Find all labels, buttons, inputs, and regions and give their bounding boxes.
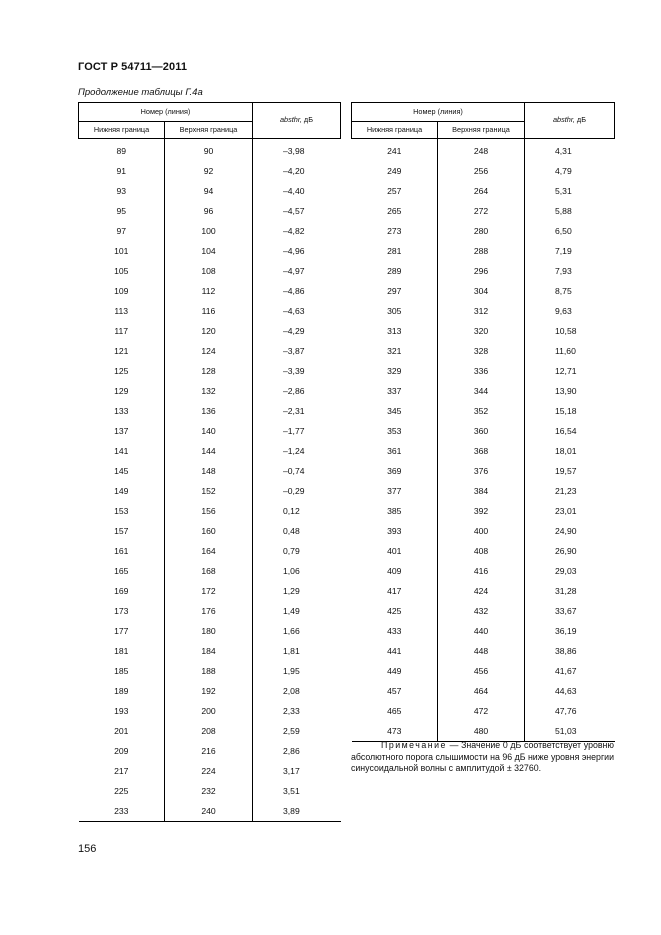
cell-lower-bound: 193 — [114, 706, 129, 716]
cell-lower-bound: 145 — [114, 466, 129, 476]
cell-lower-bound: 273 — [387, 226, 402, 236]
cell-upper-bound: 94 — [165, 181, 253, 201]
cell-upper-bound: 96 — [165, 201, 253, 221]
cell-lower-bound: 321 — [387, 346, 402, 356]
table-row — [352, 281, 615, 301]
cell-lower-bound: 185 — [114, 666, 129, 676]
cell-upper-bound: 108 — [165, 261, 253, 281]
cell-upper-bound: 104 — [165, 241, 253, 261]
cell-upper-bound: 384 — [438, 481, 525, 501]
cell-lower-bound: 369 — [387, 466, 402, 476]
table-row — [79, 781, 341, 801]
table-row — [79, 521, 341, 541]
cell-lower-bound: 125 — [114, 366, 129, 376]
cell-upper-bound: 156 — [165, 501, 253, 521]
page-number: 156 — [78, 843, 97, 855]
header-absthr-unit: дБ — [574, 115, 586, 125]
cell-lower-bound: 113 — [114, 306, 129, 316]
cell-absthr: 33,67 — [525, 601, 615, 621]
table-row — [79, 201, 341, 221]
cell-lower-bound: 449 — [387, 666, 402, 676]
cell-absthr: 7,19 — [525, 241, 615, 261]
cell-absthr: –4,97 — [253, 261, 341, 281]
cell-absthr: 1,95 — [253, 661, 341, 681]
cell-absthr: –4,86 — [253, 281, 341, 301]
cell-lower-bound: 117 — [114, 326, 129, 336]
table-row — [79, 801, 341, 822]
cell-absthr: 11,60 — [525, 341, 615, 361]
cell-absthr: 9,63 — [525, 301, 615, 321]
cell-lower-bound: 157 — [114, 526, 129, 536]
cell-absthr: –1,24 — [253, 441, 341, 461]
cell-upper-bound: 448 — [438, 641, 525, 661]
cell-lower-bound: 257 — [387, 186, 402, 196]
table-row — [352, 541, 615, 561]
cell-absthr: 38,86 — [525, 641, 615, 661]
table-row — [79, 361, 341, 381]
cell-lower-bound: 281 — [387, 246, 402, 256]
cell-upper-bound: 424 — [438, 581, 525, 601]
cell-upper-bound: 288 — [438, 241, 525, 261]
cell-lower-bound: 169 — [114, 586, 129, 596]
table-note — [351, 740, 614, 775]
cell-upper-bound: 160 — [165, 521, 253, 541]
cell-lower-bound: 417 — [387, 586, 402, 596]
cell-lower-bound: 377 — [387, 486, 402, 496]
note-label: Примечание — [381, 740, 447, 750]
cell-absthr: 0,12 — [253, 501, 341, 521]
cell-absthr: 2,59 — [253, 721, 341, 741]
cell-absthr: –2,31 — [253, 401, 341, 421]
cell-absthr: 31,28 — [525, 581, 615, 601]
table-row — [79, 681, 341, 701]
cell-upper-bound: 136 — [165, 401, 253, 421]
cell-upper-bound: 128 — [165, 361, 253, 381]
cell-lower-bound: 457 — [387, 686, 402, 696]
table-row — [352, 341, 615, 361]
table-row — [79, 441, 341, 461]
table-row — [352, 221, 615, 241]
cell-absthr: 7,93 — [525, 261, 615, 281]
table-row — [79, 381, 341, 401]
header-upper-bound: Верхняя граница — [165, 122, 253, 139]
cell-absthr: 16,54 — [525, 421, 615, 441]
cell-upper-bound: 144 — [165, 441, 253, 461]
cell-upper-bound: 232 — [165, 781, 253, 801]
cell-absthr: 6,50 — [525, 221, 615, 241]
table-row — [79, 301, 341, 321]
cell-lower-bound: 189 — [114, 686, 129, 696]
cell-lower-bound: 153 — [114, 506, 129, 516]
cell-lower-bound: 181 — [114, 646, 129, 656]
cell-upper-bound: 392 — [438, 501, 525, 521]
cell-absthr: 0,48 — [253, 521, 341, 541]
table-row — [79, 661, 341, 681]
cell-upper-bound: 184 — [165, 641, 253, 661]
header-lower-bound: Нижняя граница — [352, 122, 438, 139]
cell-absthr: 2,86 — [253, 741, 341, 761]
cell-upper-bound: 256 — [438, 161, 525, 181]
table-row — [352, 621, 615, 641]
cell-upper-bound: 464 — [438, 681, 525, 701]
cell-absthr: –3,98 — [253, 139, 341, 162]
cell-upper-bound: 216 — [165, 741, 253, 761]
cell-lower-bound: 441 — [387, 646, 402, 656]
table-row — [79, 741, 341, 761]
cell-upper-bound: 176 — [165, 601, 253, 621]
cell-upper-bound: 280 — [438, 221, 525, 241]
header-absthr — [525, 103, 615, 139]
table-row — [79, 461, 341, 481]
cell-upper-bound: 480 — [438, 721, 525, 742]
table-row — [79, 501, 341, 521]
cell-lower-bound: 129 — [114, 386, 129, 396]
cell-upper-bound: 200 — [165, 701, 253, 721]
table-row — [79, 401, 341, 421]
cell-absthr: 5,88 — [525, 201, 615, 221]
table-caption: Продолжение таблицы Г.4а — [78, 87, 203, 98]
cell-absthr: 2,08 — [253, 681, 341, 701]
cell-upper-bound: 92 — [165, 161, 253, 181]
table-row — [352, 721, 615, 742]
cell-upper-bound: 304 — [438, 281, 525, 301]
table-row — [79, 281, 341, 301]
cell-lower-bound: 329 — [387, 366, 402, 376]
table-row — [352, 401, 615, 421]
cell-upper-bound: 188 — [165, 661, 253, 681]
cell-absthr: –4,29 — [253, 321, 341, 341]
cell-upper-bound: 296 — [438, 261, 525, 281]
cell-lower-bound: 385 — [387, 506, 402, 516]
cell-upper-bound: 376 — [438, 461, 525, 481]
table-row — [352, 441, 615, 461]
cell-upper-bound: 124 — [165, 341, 253, 361]
cell-upper-bound: 90 — [165, 139, 253, 162]
cell-absthr: –0,74 — [253, 461, 341, 481]
cell-upper-bound: 328 — [438, 341, 525, 361]
cell-lower-bound: 345 — [387, 406, 402, 416]
table-row — [352, 301, 615, 321]
cell-upper-bound: 368 — [438, 441, 525, 461]
cell-upper-bound: 172 — [165, 581, 253, 601]
table-row — [79, 481, 341, 501]
cell-upper-bound: 272 — [438, 201, 525, 221]
cell-lower-bound: 161 — [114, 546, 129, 556]
table-row — [79, 139, 341, 162]
cell-absthr: 3,17 — [253, 761, 341, 781]
cell-lower-bound: 401 — [387, 546, 402, 556]
cell-lower-bound: 409 — [387, 566, 402, 576]
table-row — [79, 321, 341, 341]
cell-absthr: 8,75 — [525, 281, 615, 301]
table-row — [79, 221, 341, 241]
cell-absthr: –4,96 — [253, 241, 341, 261]
table-left — [78, 102, 341, 822]
cell-lower-bound: 425 — [387, 606, 402, 616]
table-row — [352, 321, 615, 341]
cell-upper-bound: 152 — [165, 481, 253, 501]
cell-upper-bound: 180 — [165, 621, 253, 641]
table-row — [352, 381, 615, 401]
cell-absthr: 23,01 — [525, 501, 615, 521]
cell-lower-bound: 173 — [114, 606, 129, 616]
table-row — [352, 701, 615, 721]
table-row — [79, 641, 341, 661]
cell-absthr: 47,76 — [525, 701, 615, 721]
table-row — [352, 681, 615, 701]
cell-upper-bound: 112 — [165, 281, 253, 301]
table-row — [352, 561, 615, 581]
table-row — [352, 601, 615, 621]
cell-lower-bound: 241 — [387, 146, 402, 156]
cell-lower-bound: 297 — [387, 286, 402, 296]
table-row — [352, 241, 615, 261]
cell-absthr: –4,20 — [253, 161, 341, 181]
cell-upper-bound: 100 — [165, 221, 253, 241]
header-absthr-unit: дБ — [301, 115, 313, 125]
cell-upper-bound: 344 — [438, 381, 525, 401]
table-row — [79, 601, 341, 621]
cell-upper-bound: 456 — [438, 661, 525, 681]
cell-lower-bound: 393 — [387, 526, 402, 536]
cell-upper-bound: 360 — [438, 421, 525, 441]
cell-upper-bound: 168 — [165, 561, 253, 581]
table-row — [79, 181, 341, 201]
table-row — [352, 139, 615, 162]
cell-lower-bound: 89 — [116, 146, 127, 156]
cell-absthr: 0,79 — [253, 541, 341, 561]
cell-upper-bound: 224 — [165, 761, 253, 781]
table-row — [352, 201, 615, 221]
cell-upper-bound: 148 — [165, 461, 253, 481]
cell-absthr: 41,67 — [525, 661, 615, 681]
table-row — [79, 161, 341, 181]
table-row — [79, 241, 341, 261]
cell-lower-bound: 249 — [387, 166, 402, 176]
cell-upper-bound: 472 — [438, 701, 525, 721]
cell-absthr: 4,79 — [525, 161, 615, 181]
cell-lower-bound: 97 — [116, 226, 127, 236]
cell-absthr: 5,31 — [525, 181, 615, 201]
cell-absthr: 1,49 — [253, 601, 341, 621]
cell-absthr: –0,29 — [253, 481, 341, 501]
cell-absthr: 3,89 — [253, 801, 341, 822]
cell-lower-bound: 233 — [79, 801, 165, 822]
cell-absthr: 10,58 — [525, 321, 615, 341]
cell-absthr: –4,57 — [253, 201, 341, 221]
cell-upper-bound: 312 — [438, 301, 525, 321]
table-right — [351, 102, 615, 742]
cell-absthr: –4,63 — [253, 301, 341, 321]
cell-lower-bound: 105 — [114, 266, 129, 276]
cell-absthr: –1,77 — [253, 421, 341, 441]
cell-absthr: 12,71 — [525, 361, 615, 381]
cell-lower-bound: 133 — [114, 406, 129, 416]
document-header: ГОСТ Р 54711—2011 — [78, 61, 188, 73]
header-absthr — [253, 103, 341, 139]
cell-absthr: –4,40 — [253, 181, 341, 201]
cell-lower-bound: 201 — [114, 726, 129, 736]
table-row — [352, 361, 615, 381]
table-row — [352, 261, 615, 281]
cell-upper-bound: 116 — [165, 301, 253, 321]
cell-upper-bound: 408 — [438, 541, 525, 561]
cell-lower-bound: 313 — [387, 326, 402, 336]
cell-absthr: 51,03 — [525, 721, 615, 742]
header-lower-bound: Нижняя граница — [79, 122, 165, 139]
cell-lower-bound: 337 — [387, 386, 402, 396]
cell-upper-bound: 164 — [165, 541, 253, 561]
cell-lower-bound: 473 — [352, 721, 438, 742]
table-row — [352, 461, 615, 481]
cell-absthr: 24,90 — [525, 521, 615, 541]
cell-lower-bound: 95 — [116, 206, 127, 216]
cell-upper-bound: 192 — [165, 681, 253, 701]
cell-absthr: –3,39 — [253, 361, 341, 381]
cell-absthr: 29,03 — [525, 561, 615, 581]
cell-upper-bound: 416 — [438, 561, 525, 581]
table-row — [79, 761, 341, 781]
cell-lower-bound: 305 — [387, 306, 402, 316]
cell-lower-bound: 137 — [114, 426, 129, 436]
cell-lower-bound: 177 — [114, 626, 129, 636]
cell-upper-bound: 240 — [165, 801, 253, 822]
cell-upper-bound: 336 — [438, 361, 525, 381]
table-row — [79, 721, 341, 741]
cell-absthr: 15,18 — [525, 401, 615, 421]
cell-lower-bound: 353 — [387, 426, 402, 436]
cell-absthr: 4,31 — [525, 139, 615, 162]
table-row — [79, 541, 341, 561]
cell-lower-bound: 121 — [114, 346, 129, 356]
table-row — [352, 641, 615, 661]
cell-upper-bound: 208 — [165, 721, 253, 741]
cell-absthr: 44,63 — [525, 681, 615, 701]
cell-lower-bound: 265 — [387, 206, 402, 216]
header-line-number: Номер (линия) — [79, 103, 253, 122]
table-row — [352, 181, 615, 201]
cell-upper-bound: 440 — [438, 621, 525, 641]
cell-lower-bound: 141 — [114, 446, 129, 456]
cell-lower-bound: 217 — [114, 766, 129, 776]
table-row — [352, 161, 615, 181]
cell-absthr: –4,82 — [253, 221, 341, 241]
cell-absthr: 3,51 — [253, 781, 341, 801]
note-text: — Значение 0 дБ соответствует уровню абсолютного порога слышимости на 96 дБ ниже уровня энергии синусоидальной волны с амплитудой ± 32760. — [351, 740, 614, 774]
cell-lower-bound: 289 — [387, 266, 402, 276]
header-absthr-symbol: absthr, — [280, 115, 302, 125]
cell-upper-bound: 320 — [438, 321, 525, 341]
cell-lower-bound: 149 — [114, 486, 129, 496]
table-row — [79, 341, 341, 361]
cell-upper-bound: 400 — [438, 521, 525, 541]
cell-absthr: 18,01 — [525, 441, 615, 461]
cell-upper-bound: 248 — [438, 139, 525, 162]
cell-lower-bound: 209 — [114, 746, 129, 756]
table-row — [79, 421, 341, 441]
cell-upper-bound: 132 — [165, 381, 253, 401]
table-row — [79, 621, 341, 641]
cell-lower-bound: 361 — [387, 446, 402, 456]
cell-upper-bound: 120 — [165, 321, 253, 341]
cell-upper-bound: 264 — [438, 181, 525, 201]
cell-absthr: 21,23 — [525, 481, 615, 501]
cell-lower-bound: 465 — [387, 706, 402, 716]
cell-lower-bound: 225 — [114, 786, 129, 796]
table-row — [79, 581, 341, 601]
cell-absthr: 26,90 — [525, 541, 615, 561]
table-row — [352, 661, 615, 681]
table-row — [79, 701, 341, 721]
cell-absthr: 36,19 — [525, 621, 615, 641]
table-row — [352, 421, 615, 441]
table-row — [352, 501, 615, 521]
cell-lower-bound: 93 — [116, 186, 127, 196]
table-right-body — [352, 139, 615, 742]
table-row — [352, 581, 615, 601]
cell-lower-bound: 101 — [114, 246, 129, 256]
cell-absthr: 19,57 — [525, 461, 615, 481]
cell-lower-bound: 165 — [114, 566, 129, 576]
table-row — [352, 481, 615, 501]
cell-absthr: 1,66 — [253, 621, 341, 641]
cell-lower-bound: 109 — [114, 286, 129, 296]
table-row — [352, 521, 615, 541]
cell-absthr: 13,90 — [525, 381, 615, 401]
cell-absthr: –3,87 — [253, 341, 341, 361]
cell-absthr: 1,29 — [253, 581, 341, 601]
cell-upper-bound: 432 — [438, 601, 525, 621]
header-line-number: Номер (линия) — [352, 103, 525, 122]
table-left-body — [79, 139, 341, 822]
header-upper-bound: Верхняя граница — [438, 122, 525, 139]
table-row — [79, 261, 341, 281]
cell-upper-bound: 140 — [165, 421, 253, 441]
cell-absthr: 1,06 — [253, 561, 341, 581]
cell-absthr: –2,86 — [253, 381, 341, 401]
table-row — [79, 561, 341, 581]
cell-absthr: 1,81 — [253, 641, 341, 661]
cell-absthr: 2,33 — [253, 701, 341, 721]
cell-upper-bound: 352 — [438, 401, 525, 421]
cell-lower-bound: 433 — [387, 626, 402, 636]
cell-lower-bound: 91 — [116, 166, 127, 176]
header-absthr-symbol: absthr, — [553, 115, 575, 125]
